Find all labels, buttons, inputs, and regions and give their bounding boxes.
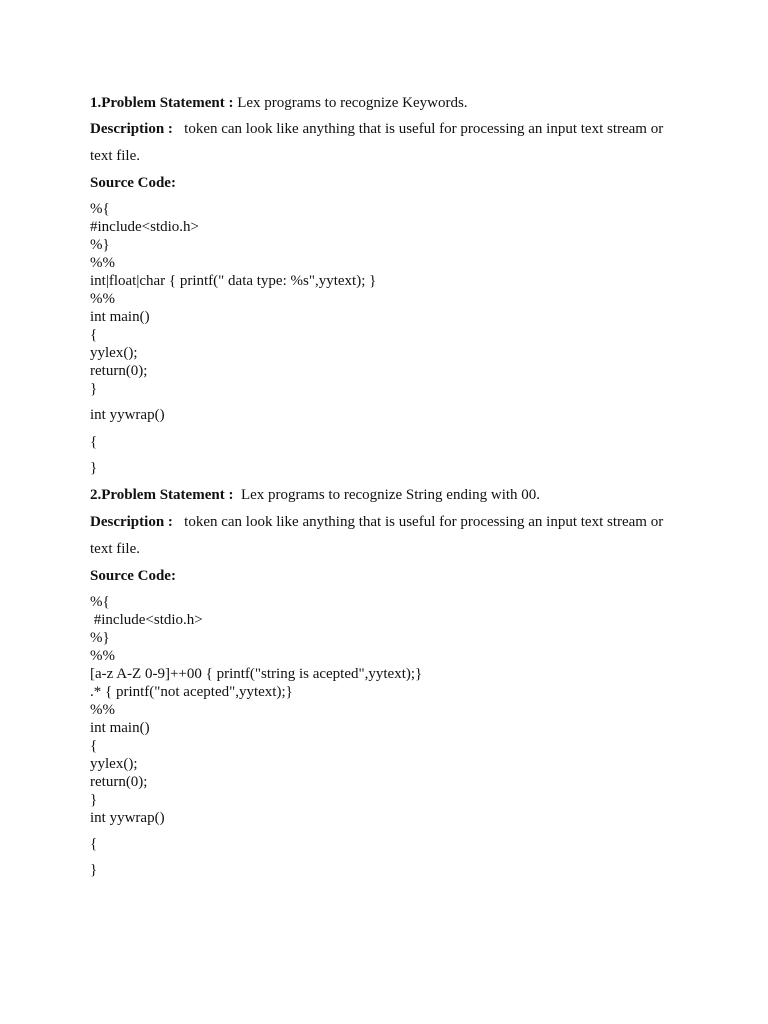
problem-statement-1 <box>90 94 468 112</box>
source-code-1-label: Source Code: <box>90 175 176 191</box>
code-2-line-5: [a-z A-Z 0-9]++00 { printf("string is acepted",yytext);} <box>90 666 423 682</box>
code-1-line-11: } <box>90 381 98 397</box>
description-1 <box>90 120 663 138</box>
code-1-line-10: return(0); <box>90 363 148 379</box>
code-2-line-13: int yywrap() <box>90 810 165 826</box>
code-2-line-3: %} <box>90 630 110 646</box>
code-2-line-14: { <box>90 836 98 852</box>
code-1-line-5: int|float|char { printf(" data type: %s",yytext); } <box>90 273 377 289</box>
code-1-line-6: %% <box>90 291 115 307</box>
code-1-line-13: { <box>90 434 98 450</box>
description-1-label: Description : <box>90 121 173 137</box>
code-1-line-3: %} <box>90 237 110 253</box>
description-1-text: token can look like anything that is useful for processing an input text stream or <box>172 121 664 137</box>
description-2 <box>90 513 663 531</box>
code-1-line-1: %{ <box>90 201 110 217</box>
code-2-line-6: .* { printf("not acepted",yytext);} <box>90 684 293 700</box>
code-1-line-12: int yywrap() <box>90 407 165 423</box>
code-2-line-10: yylex(); <box>90 756 138 772</box>
code-1-line-14: } <box>90 460 98 476</box>
code-2-line-12: } <box>90 792 98 808</box>
problem-statement-2 <box>90 486 540 504</box>
code-1-line-4: %% <box>90 255 115 271</box>
description-2-text: token can look like anything that is useful for processing an input text stream or <box>172 514 664 530</box>
problem-statement-1-heading: 1.Problem Statement : <box>90 95 234 111</box>
code-2-line-9: { <box>90 738 98 754</box>
code-2-line-4: %% <box>90 648 115 664</box>
code-1-line-2: #include<stdio.h> <box>90 219 199 235</box>
description-2-continuation: text file. <box>90 541 140 557</box>
code-2-line-15: } <box>90 862 98 878</box>
problem-statement-1-text: Lex programs to recognize Keywords. <box>233 95 468 111</box>
description-2-label: Description : <box>90 514 173 530</box>
code-2-line-7: %% <box>90 702 115 718</box>
document-page <box>90 0 710 1024</box>
code-1-line-8: { <box>90 327 98 343</box>
code-2-line-8: int main() <box>90 720 150 736</box>
code-1-line-7: int main() <box>90 309 150 325</box>
description-1-continuation: text file. <box>90 148 140 164</box>
source-code-2-label: Source Code: <box>90 568 176 584</box>
problem-statement-2-text: Lex programs to recognize String ending with 00. <box>233 487 541 503</box>
code-1-line-9: yylex(); <box>90 345 138 361</box>
code-2-line-1: %{ <box>90 594 110 610</box>
code-2-line-2: #include<stdio.h> <box>90 612 203 628</box>
problem-statement-2-heading: 2.Problem Statement : <box>90 487 234 503</box>
code-2-line-11: return(0); <box>90 774 148 790</box>
